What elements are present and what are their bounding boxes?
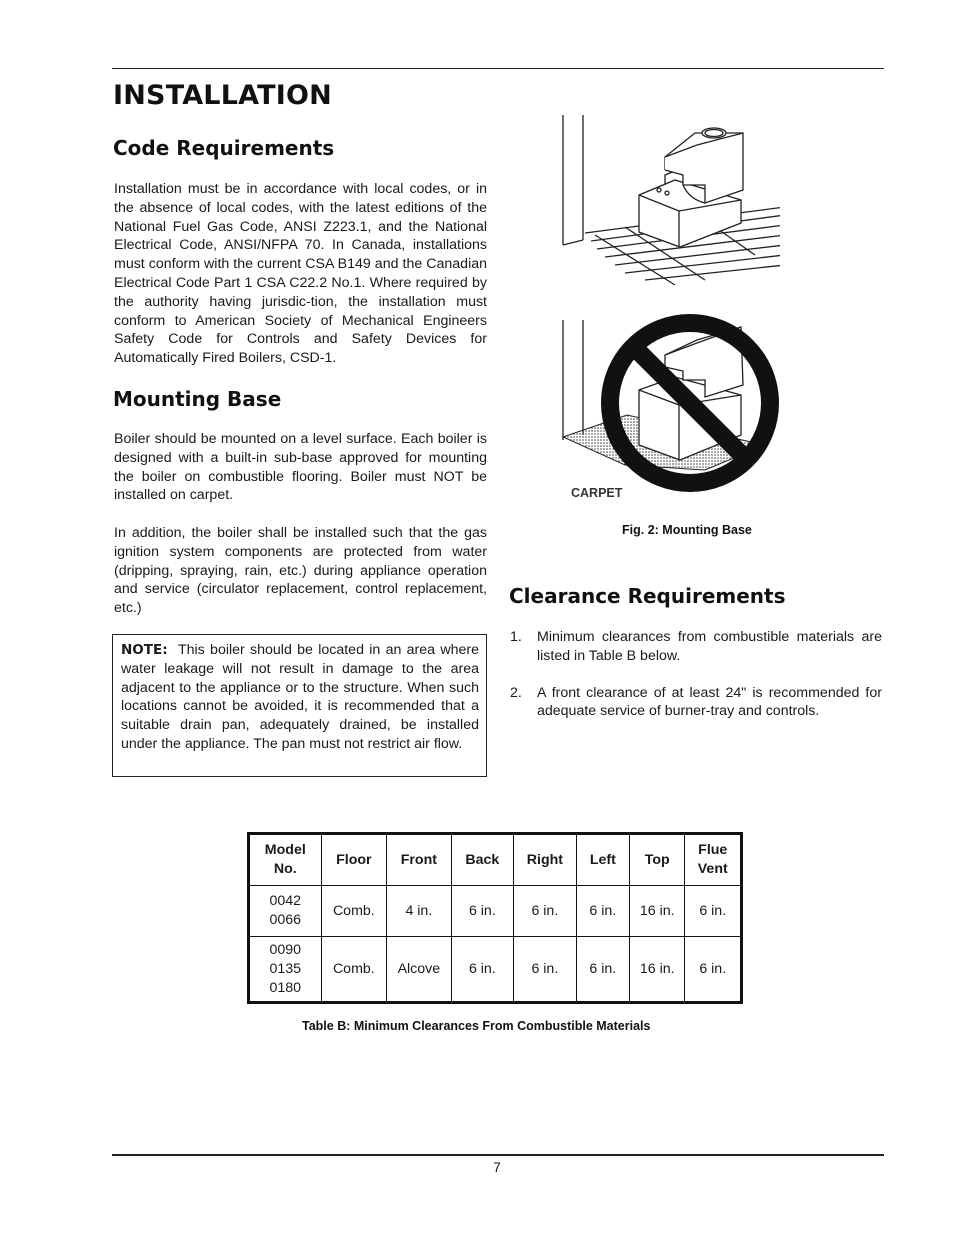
boiler-on-floor-illustration xyxy=(563,115,780,285)
clearance-requirements-heading: Clearance Requirements xyxy=(509,584,786,608)
list-item-number: 1. xyxy=(510,629,522,645)
table-cell: 16 in. xyxy=(630,937,685,1003)
note-paragraph xyxy=(121,641,479,754)
column-header-left: Left xyxy=(576,834,629,886)
table-cell: 6 in. xyxy=(576,886,629,937)
table-cell: Alcove xyxy=(387,937,452,1003)
table-row xyxy=(249,886,742,937)
table-cell: 6 in. xyxy=(685,886,742,937)
table-cell: 6 in. xyxy=(514,937,577,1003)
mounting-base-paragraph-2: In addition, the boiler shall be installed such that the gas ignition system components are protected from water (dripping, spraying, rain, etc.) during appliance operation and service (circulator replacement, control replacement, etc.) xyxy=(114,525,487,617)
table-cell: 4 in. xyxy=(387,886,452,937)
note-box xyxy=(112,634,487,777)
table-cell: Comb. xyxy=(321,886,387,937)
table-cell: 6 in. xyxy=(451,886,514,937)
column-header-top: Top xyxy=(630,834,685,886)
page-number: 7 xyxy=(493,1160,501,1175)
table-cell: 6 in. xyxy=(514,886,577,937)
note-text: This boiler should be located in an area where water leakage will not result in damage to the area adjacent to the appliance or to the structure. When such locations cannot be avoided, it is recommended that a suitable drain pan, adequately drained, be installed under the appliance. The pan must not restrict air flow. xyxy=(121,642,479,752)
column-header-flue-vent: Flue Vent xyxy=(685,834,742,886)
code-requirements-heading: Code Requirements xyxy=(113,136,335,160)
table-caption: Table B: Minimum Clearances From Combustible Materials xyxy=(302,1019,651,1033)
column-header-front: Front xyxy=(387,834,452,886)
column-header-model: Model No. xyxy=(249,834,322,886)
table-cell: 6 in. xyxy=(685,937,742,1003)
figure-caption: Fig. 2: Mounting Base xyxy=(622,523,752,537)
list-item-number: 2. xyxy=(510,684,522,701)
table-cell: 0042 0066 xyxy=(249,886,322,937)
column-header-floor: Floor xyxy=(321,834,387,886)
list-item-text: Minimum clearances from combustible materials are listed in Table B below. xyxy=(537,629,882,664)
clearance-list xyxy=(509,628,882,739)
mounting-base-paragraph-1: Boiler should be mounted on a level surface. Each boiler is designed with a built-in sub-base approved for mounting the boiler on combustible flooring. Boiler must NOT be installed on carpet. xyxy=(114,431,487,504)
note-label: NOTE: xyxy=(121,642,168,658)
list-item-text: A front clearance of at least 24" is recommended for adequate service of burner-tray and controls. xyxy=(537,684,882,720)
column-header-right: Right xyxy=(514,834,577,886)
list-item xyxy=(509,628,882,666)
clearances-table xyxy=(247,832,743,1004)
page-title: INSTALLATION xyxy=(113,80,332,111)
table-cell: 6 in. xyxy=(576,937,629,1003)
table-cell: Comb. xyxy=(321,937,387,1003)
list-item xyxy=(509,684,882,722)
table-cell: 6 in. xyxy=(451,937,514,1003)
code-requirements-text: Installation must be in accordance with local codes, or in the absence of local codes, with the latest editions of the National Fuel Gas Code, ANSI Z223.1, and the National Electrical Code, ANSI/NFPA 70. In Canada, installations must conform with the current CSA B149 and the Canadian Electrical Code Part 1 CSA C22.2 No.1. Where required by the authority having jurisdic-tion, the installation must conform to American Society of Mechanical Engineers Safety Code for Controls and Safety Devices for Automatically Fired Boilers, CSD-1. xyxy=(114,181,487,367)
mounting-base-figure xyxy=(555,115,780,510)
table-cell: 0090 0135 0180 xyxy=(249,937,322,1003)
table-row xyxy=(249,937,742,1003)
bottom-rule xyxy=(112,1154,884,1156)
column-header-back: Back xyxy=(451,834,514,886)
mounting-base-heading: Mounting Base xyxy=(113,387,282,411)
table-cell: 16 in. xyxy=(630,886,685,937)
carpet-label: CARPET xyxy=(571,486,623,500)
table-header-row xyxy=(249,834,742,886)
top-rule xyxy=(112,68,884,69)
